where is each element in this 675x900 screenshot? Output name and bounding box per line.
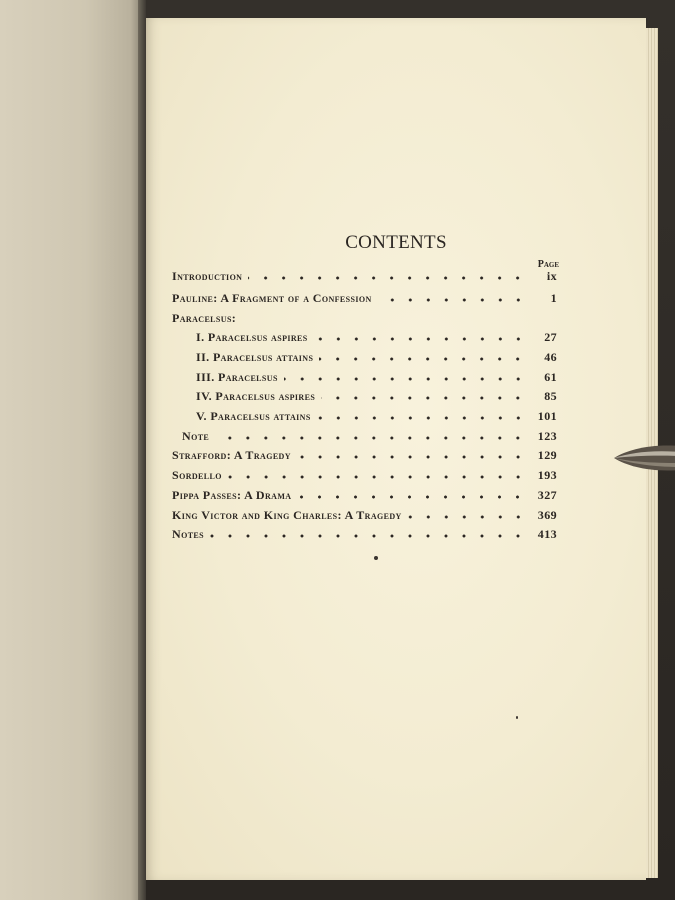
- toc-entry-page: 327: [537, 488, 557, 502]
- toc-entry-sordello[interactable]: [172, 468, 557, 486]
- toc-entry-paracelsus-part-3[interactable]: [172, 370, 557, 388]
- toc-entry-title: Sordello: [172, 468, 222, 482]
- dot-leader: [228, 475, 527, 479]
- dot-leader: [408, 515, 527, 519]
- toc-entry-title: III. Paracelsus: [196, 370, 278, 384]
- toc-entry-strafford[interactable]: [172, 448, 557, 466]
- toc-entry-paracelsus-part-5[interactable]: [172, 409, 557, 427]
- dot-leader: [319, 357, 527, 361]
- page-title: CONTENTS: [345, 232, 447, 253]
- toc-entry-page: 1: [550, 291, 557, 305]
- dot-leader: [314, 337, 527, 341]
- dot-leader: [378, 298, 527, 302]
- toc-entry-paracelsus-part-1[interactable]: [172, 330, 557, 348]
- toc-entry-page: 193: [537, 468, 557, 482]
- toc-entry-title: Note: [182, 429, 210, 443]
- toc-entry-pauline[interactable]: [172, 291, 557, 309]
- toc-entry-paracelsus-part-2[interactable]: [172, 350, 557, 368]
- toc-entry-introduction[interactable]: [172, 269, 557, 287]
- toc-entry-page: 369: [537, 508, 557, 522]
- toc-entry-page: 61: [544, 370, 557, 384]
- table-of-contents: [146, 18, 646, 880]
- dot-leader: [297, 455, 527, 459]
- toc-entry-king-victor[interactable]: [172, 508, 557, 526]
- left-facing-page: [0, 0, 142, 900]
- toc-entry-notes[interactable]: [172, 527, 557, 545]
- toc-entry-title: II. Paracelsus attains: [196, 350, 314, 364]
- dot-leader: [297, 495, 527, 499]
- toc-entry-title: Introduction: [172, 269, 243, 283]
- ornament-dot: [374, 556, 378, 560]
- dot-leader: [284, 377, 527, 381]
- paper-speck: [516, 716, 518, 719]
- toc-entry-page: 46: [544, 350, 557, 364]
- contents-page: [146, 18, 646, 880]
- toc-entry-title: Paracelsus:: [172, 311, 237, 325]
- dot-leader: [215, 436, 527, 440]
- toc-entry-title: Notes: [172, 527, 205, 541]
- toc-entry-title: I. Paracelsus aspires: [196, 330, 308, 344]
- toc-entry-title: IV. Paracelsus aspires: [196, 389, 316, 403]
- toc-entry-page: 85: [544, 389, 557, 403]
- toc-entry-pippa-passes[interactable]: [172, 488, 557, 506]
- toc-entry-paracelsus[interactable]: [172, 311, 557, 329]
- dot-leader: [248, 276, 527, 280]
- toc-entry-page: 101: [537, 409, 557, 423]
- toc-entry-title: Strafford: A Tragedy: [172, 448, 291, 462]
- toc-entry-title: Pippa Passes: A Drama: [172, 488, 292, 502]
- toc-entry-paracelsus-part-4[interactable]: [172, 389, 557, 407]
- book-gutter: [138, 0, 146, 900]
- toc-entry-title: Pauline: A Fragment of a Confession: [172, 291, 372, 305]
- dot-leader: [317, 416, 527, 420]
- toc-entry-page: 27: [544, 330, 557, 344]
- toc-entry-title: King Victor and King Charles: A Tragedy: [172, 508, 402, 522]
- dot-leader: [210, 534, 527, 538]
- toc-entry-page: 123: [537, 429, 557, 443]
- dot-leader: [321, 396, 527, 400]
- toc-entry-page: 413: [537, 527, 557, 541]
- toc-entry-title: V. Paracelsus attains: [196, 409, 311, 423]
- toc-entry-page: ix: [546, 269, 557, 283]
- toc-entry-note[interactable]: [172, 429, 557, 447]
- page-column-label: Page: [537, 259, 559, 270]
- bookmark-icon: [610, 436, 675, 480]
- toc-entry-page: 129: [537, 448, 557, 462]
